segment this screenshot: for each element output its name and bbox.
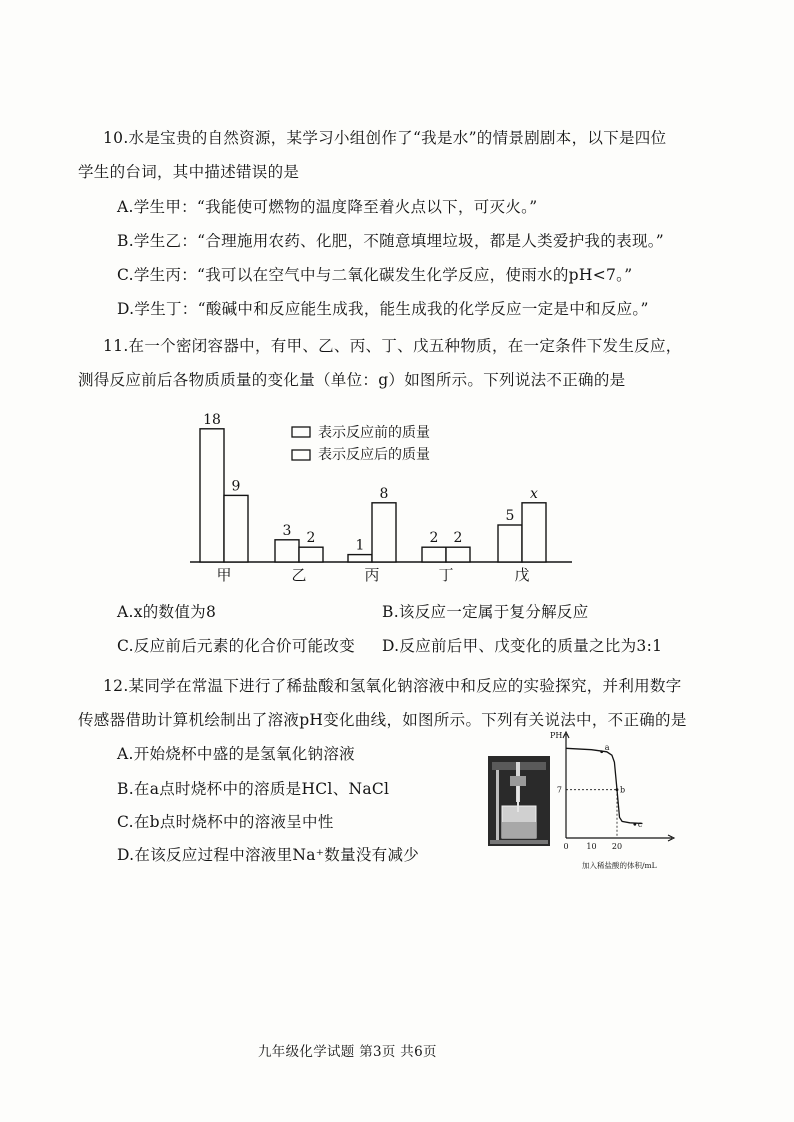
ph-y-label: PH — [550, 731, 563, 740]
bar-value-label-before-4: 2 — [429, 530, 439, 547]
category-label-1: 甲 — [216, 566, 232, 584]
bar-before-1 — [200, 429, 224, 562]
chart-legend — [292, 424, 430, 463]
q10-option-d: D.学生丁：“酸碱中和反应能生成我，能生成我的化学反应一定是中和反应。” — [117, 300, 649, 318]
q11-option-b: B.该反应一定属于复分解反应 — [382, 603, 589, 621]
bar-before-5 — [498, 525, 522, 562]
q12-stem-line1: 12.某同学在常温下进行了稀盐酸和氢氧化钠溶液中和反应的实验探究，并利用数字 — [103, 677, 682, 695]
bar-after-1 — [224, 495, 248, 562]
bar-before-3 — [348, 555, 372, 562]
bar-value-label-before-5: 5 — [505, 508, 515, 524]
category-label-2: 乙 — [291, 566, 307, 584]
ph-point-label-a: a — [604, 742, 610, 752]
q10-option-a: A.学生甲：“我能使可燃物的温度降至着火点以下，可灭火。” — [117, 198, 538, 216]
mass-change-bar-chart — [180, 410, 580, 585]
bar-after-2 — [299, 547, 323, 562]
ph-point-label-b: b — [620, 785, 626, 795]
q11-stem-line2: 测得反应前后各物质质量的变化量（单位：g）如图所示。下列说法不正确的是 — [78, 371, 626, 389]
category-label-3: 丙 — [364, 566, 380, 584]
legend-swatch-before — [292, 427, 310, 437]
ph-x-label: 加入稀盐酸的体积/mL — [582, 861, 657, 870]
bar-after-4 — [446, 547, 470, 562]
bar-after-3 — [372, 503, 396, 562]
bar-value-label-after-3: 8 — [379, 485, 389, 502]
bar-value-label-before-1: 18 — [203, 411, 221, 428]
q12-option-c: C.在b点时烧杯中的溶液呈中性 — [117, 813, 334, 831]
bar-after-5 — [522, 503, 546, 562]
apparatus-photo — [488, 756, 550, 846]
q12-option-a: A.开始烧杯中盛的是氢氧化钠溶液 — [117, 745, 355, 763]
q11-stem-line1: 11.在一个密闭容器中，有甲、乙、丙、丁、戊五种物质，在一定条件下发生反应， — [103, 337, 682, 355]
ph-x-tick-0: 0 — [563, 842, 569, 851]
legend-swatch-after — [292, 450, 310, 460]
ph-point-c — [633, 823, 636, 826]
ph-x-tick-10: 10 — [586, 842, 597, 851]
q12-stem-line2: 传感器借助计算机绘制出了溶液pH变化曲线，如图所示。下列有关说法中，不正确的是 — [78, 711, 687, 729]
bar-value-label-after-4: 2 — [453, 530, 463, 547]
ph-curve — [566, 748, 643, 823]
bar-before-4 — [422, 547, 446, 562]
q11-option-d: D.反应前后甲、戊变化的质量之比为3:1 — [382, 637, 663, 655]
bar-value-label-after-1: 9 — [231, 478, 241, 495]
bar-before-2 — [275, 540, 299, 562]
ph-marks — [550, 731, 674, 870]
bar-value-label-after-5: x — [530, 485, 538, 502]
bar-value-label-before-2: 3 — [282, 522, 292, 539]
q10-stem-line1: 10.水是宝贵的自然资源，某学习小组创作了“我是水”的情景剧剧本，以下是四位 — [103, 129, 667, 147]
q11-option-a: A.x的数值为8 — [117, 603, 217, 621]
legend-label-before: 表示反应前的质量 — [318, 425, 430, 441]
page-footer: 九年级化学试题 第3页 共6页 — [258, 1044, 437, 1060]
category-label-4: 丁 — [438, 566, 454, 584]
ph-point-b — [616, 788, 619, 791]
q11-option-c: C.反应前后元素的化合价可能改变 — [117, 637, 356, 655]
legend-label-after: 表示反应后的质量 — [318, 447, 430, 463]
q10-option-c: C.学生丙：“我可以在空气中与二氧化碳发生化学反应，使雨水的pH<7。” — [117, 266, 633, 284]
bar-value-label-after-2: 2 — [306, 530, 316, 547]
bar-value-label-before-3: 1 — [355, 537, 365, 554]
q12-option-d: D.在该反应过程中溶液里Na⁺数量没有减少 — [117, 846, 420, 864]
ph-curve-chart — [548, 728, 678, 873]
q10-stem-line2: 学生的台词，其中描述错误的是 — [78, 163, 300, 181]
ph-y-tick-7: 7 — [556, 785, 562, 795]
category-label-5: 戊 — [514, 566, 530, 584]
ph-x-tick-20: 20 — [611, 842, 623, 851]
q10-option-b: B.学生乙：“合理施用农药、化肥，不随意填埋垃圾，都是人类爱护我的表现。” — [117, 232, 665, 250]
q12-option-b: B.在a点时烧杯中的溶质是HCl、NaCl — [117, 780, 390, 798]
ph-point-label-c: c — [637, 820, 643, 830]
ph-point-a — [600, 750, 603, 753]
